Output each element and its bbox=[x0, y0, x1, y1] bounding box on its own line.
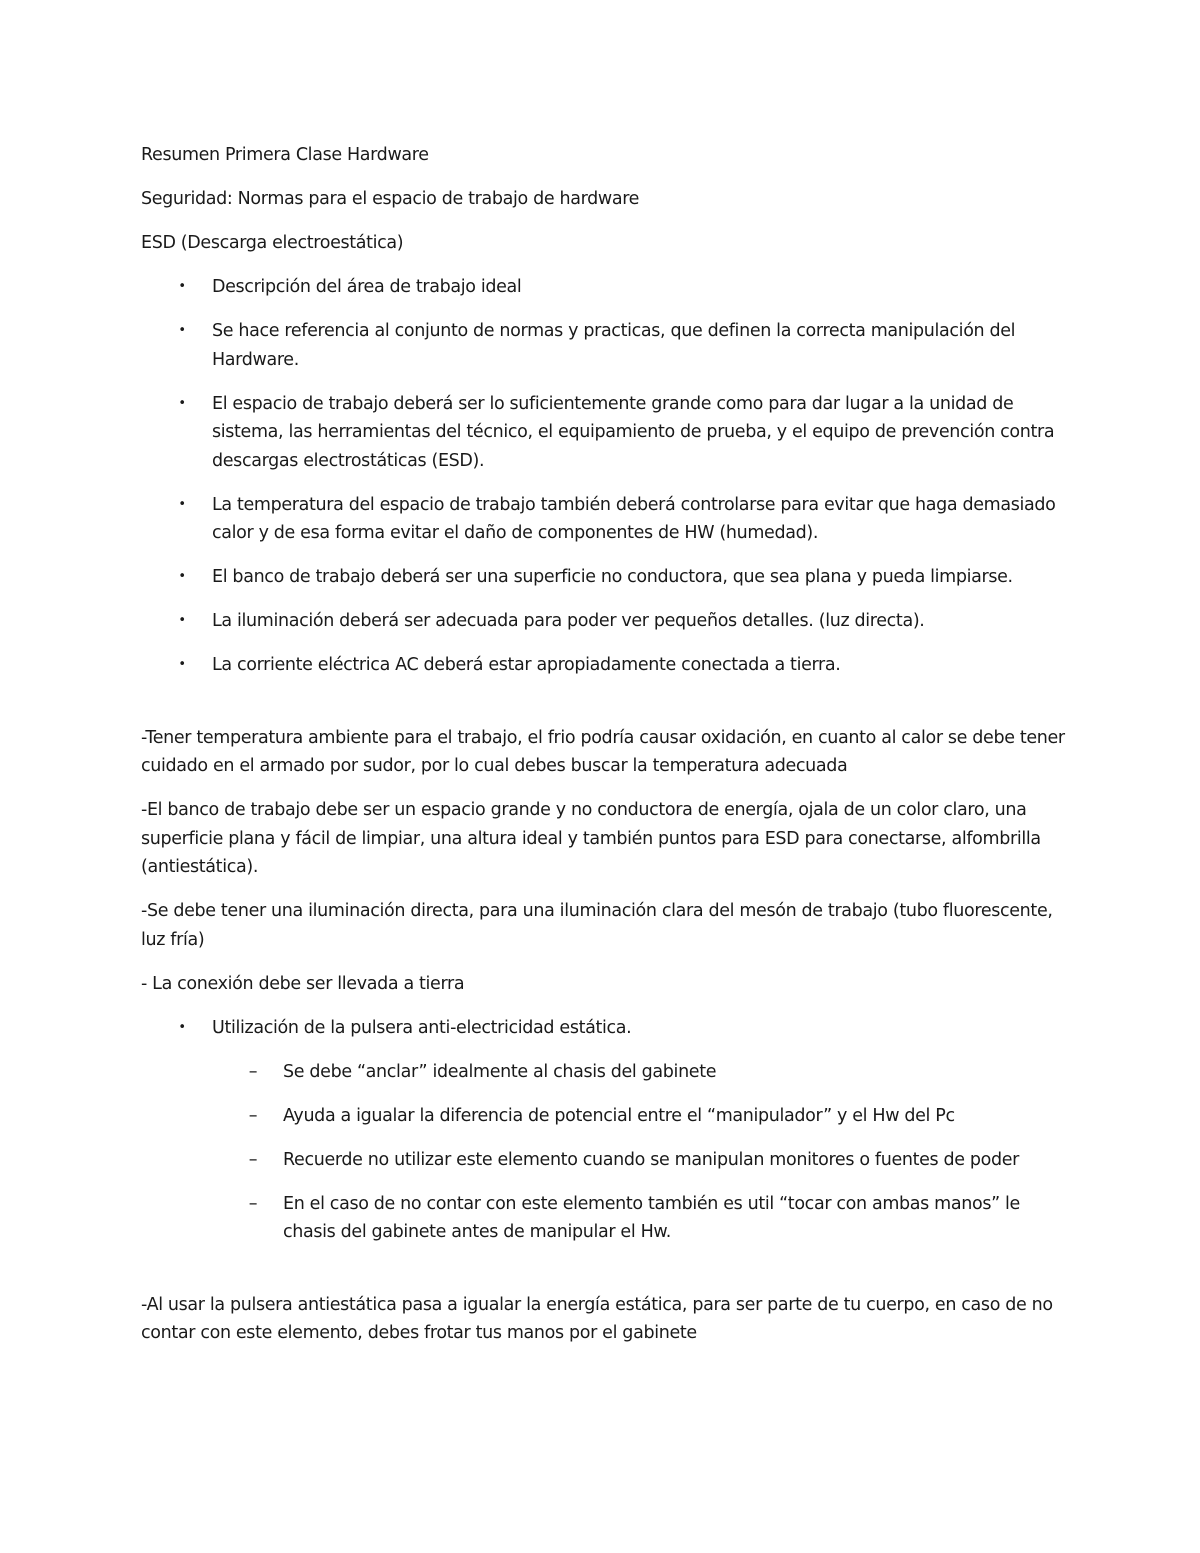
list-item bbox=[141, 1058, 1071, 1087]
blank-line bbox=[141, 1262, 1071, 1291]
list-item-text: En el caso de no contar con este elemento también es util “tocar con ambas manos” le chasis del gabinete antes de manipular el Hw. bbox=[283, 1193, 1020, 1242]
dash-icon: – bbox=[248, 1193, 258, 1214]
list-item bbox=[141, 273, 1071, 302]
list-item-text: La iluminación deberá ser adecuada para poder ver pequeños detalles. (luz directa). bbox=[212, 611, 925, 631]
list-item-text: El banco de trabajo deberá ser una superficie no conductora, que sea plana y pueda limpiarse. bbox=[212, 567, 1013, 587]
dash-icon: – bbox=[248, 1061, 258, 1082]
list-item bbox=[141, 317, 1071, 374]
list-item bbox=[141, 1146, 1071, 1175]
list-item bbox=[141, 390, 1071, 476]
closing-paragraph: -Al usar la pulsera antiestática pasa a igualar la energía estática, para ser parte de tu cuerpo, en caso de no contar con este elemento, debes frotar tus manos por el gabinete bbox=[141, 1294, 1053, 1343]
dash-icon: – bbox=[248, 1149, 258, 1170]
list-item bbox=[141, 491, 1071, 548]
wristband-dash-list bbox=[141, 1058, 1071, 1247]
list-item-text: Recuerde no utilizar este elemento cuando se manipulan monitores o fuentes de poder bbox=[283, 1149, 1020, 1170]
list-item bbox=[141, 1102, 1071, 1131]
blank-line bbox=[141, 695, 1071, 724]
note-paragraph: - La conexión debe ser llevada a tierra bbox=[141, 973, 465, 994]
note-paragraph: -El banco de trabajo debe ser un espacio grande y no conductora de energía, ojala de un color claro, una superficie plana y fácil de limpiar, una altura ideal y también puntos para ESD para conectarse, alfombrilla (antiestática). bbox=[141, 800, 1041, 877]
list-item bbox=[141, 607, 1071, 636]
list-item-text: Se hace referencia al conjunto de normas y practicas, que definen la correcta manipulación del Hardware. bbox=[212, 321, 1016, 370]
list-item-text: Se debe “anclar” idealmente al chasis del gabinete bbox=[283, 1061, 717, 1082]
list-item-text: El espacio de trabajo deberá ser lo suficientemente grande como para dar lugar a la unidad de sistema, las herramientas del técnico, el equipamiento de prueba, y el equipo de prevención contra descargas electrostáticas (ESD). bbox=[212, 393, 1055, 471]
workspace-bullet-list bbox=[141, 273, 1071, 680]
bullet-icon: • bbox=[178, 323, 186, 338]
bullet-icon: • bbox=[178, 657, 186, 672]
list-item-text: Descripción del área de trabajo ideal bbox=[212, 277, 522, 297]
list-item-text: Utilización de la pulsera anti-electricidad estática. bbox=[212, 1017, 632, 1038]
document-body bbox=[141, 141, 1071, 1363]
note-paragraph: -Se debe tener una iluminación directa, para una iluminación clara del mesón de trabajo (tubo fluorescente, luz fría) bbox=[141, 901, 1053, 950]
bullet-icon: • bbox=[178, 569, 186, 584]
bullet-icon: • bbox=[178, 279, 186, 294]
list-item bbox=[141, 1014, 1071, 1043]
list-item bbox=[141, 1190, 1071, 1247]
list-item-text: La corriente eléctrica AC deberá estar apropiadamente conectada a tierra. bbox=[212, 655, 841, 675]
bullet-icon: • bbox=[178, 613, 186, 628]
list-item bbox=[141, 651, 1071, 680]
list-item bbox=[141, 563, 1071, 592]
wristband-bullet-list bbox=[141, 1014, 1071, 1043]
bullet-icon: • bbox=[178, 395, 186, 411]
note-paragraph: -Tener temperatura ambiente para el trabajo, el frio podría causar oxidación, en cuanto al calor se debe tener cuidado en el armado por sudor, por lo cual debes buscar la temperatura adecuada bbox=[141, 727, 1065, 776]
bullet-icon: • bbox=[178, 1019, 186, 1035]
document-title: Resumen Primera Clase Hardware bbox=[141, 145, 429, 165]
esd-heading: ESD (Descarga electroestática) bbox=[141, 233, 404, 253]
list-item-text: Ayuda a igualar la diferencia de potencial entre el “manipulador” y el Hw del Pc bbox=[283, 1105, 955, 1126]
bullet-icon: • bbox=[178, 496, 186, 512]
document-subtitle: Seguridad: Normas para el espacio de trabajo de hardware bbox=[141, 189, 640, 209]
list-item-text: La temperatura del espacio de trabajo también deberá controlarse para evitar que haga demasiado calor y de esa forma evitar el daño de componentes de HW (humedad). bbox=[212, 494, 1056, 543]
dash-icon: – bbox=[248, 1105, 258, 1126]
